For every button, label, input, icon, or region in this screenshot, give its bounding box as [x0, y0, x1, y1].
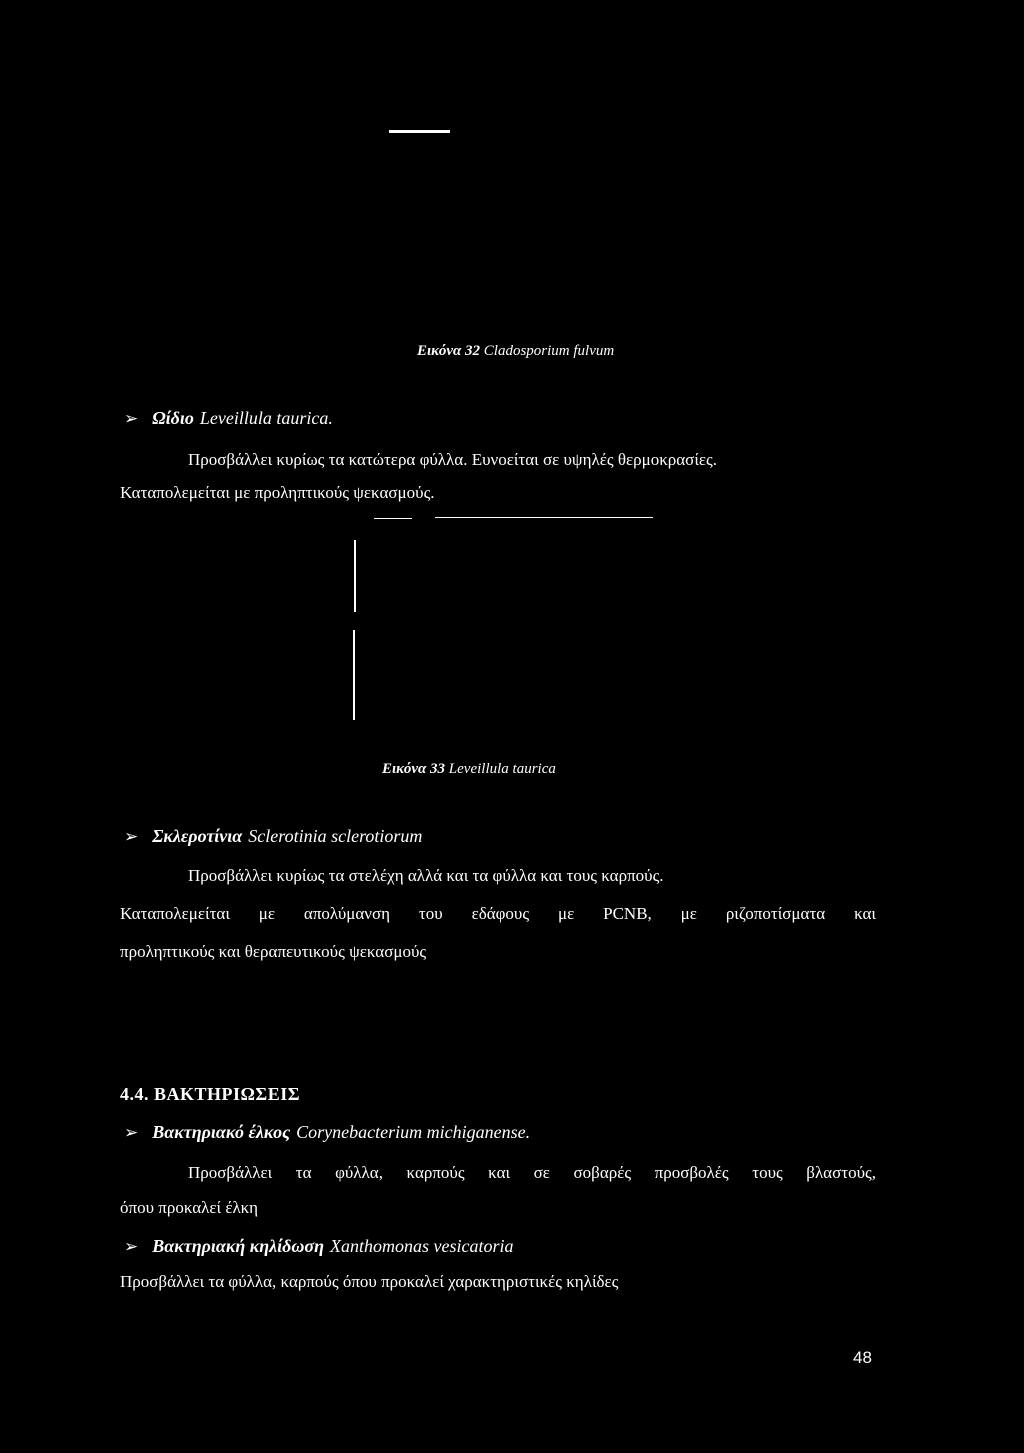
disease-text-line: Προσβάλλει τα φύλλα, καρπούς και σε σοβαρές προσβολές τους βλαστούς,	[188, 1163, 876, 1182]
disease-greek-name: Βακτηριακή κηλίδωση	[152, 1236, 324, 1256]
disease-text-line: Καταπολεμείται με προληπτικούς ψεκασμούς.	[120, 483, 435, 502]
section-heading: 4.4. ΒΑΚΤΗΡΙΩΣΕΙΣ	[120, 1084, 300, 1104]
disease-text-line: Προσβάλλει κυρίως τα κατώτερα φύλλα. Ευνοείται σε υψηλές θερμοκρασίες.	[188, 450, 718, 469]
disease-latin-name: Xanthomonas vesicatoria	[330, 1236, 514, 1256]
top-rule	[389, 130, 450, 133]
disease-text-line: όπου προκαλεί έλκη	[120, 1198, 259, 1217]
disease-heading-sclerotinia	[124, 826, 422, 847]
bullet-arrow-icon: ➢	[124, 827, 139, 847]
disease-text-line: Καταπολεμείται με απολύμανση του εδάφους με PCNB, με ριζοποτίσματα και	[120, 904, 876, 923]
disease-heading-bacterial-canker	[124, 1122, 530, 1143]
disease-greek-name: Ωίδιο	[152, 408, 194, 428]
scan-artifact-line	[354, 540, 356, 612]
disease-latin-name: Corynebacterium michiganense.	[296, 1122, 531, 1142]
disease-greek-name: Βακτηριακό έλκος	[152, 1122, 291, 1142]
disease-text-line: Προσβάλλει τα φύλλα, καρπούς όπου προκαλεί χαρακτηριστικές κηλίδες	[120, 1272, 619, 1291]
figure-label: Εικόνα 32	[417, 343, 481, 359]
figure-caption-32	[417, 343, 614, 360]
disease-latin-name: Sclerotinia sclerotiorum	[248, 826, 423, 846]
figure-title: Leveillula taurica	[448, 761, 556, 777]
disease-latin-name: Leveillula taurica.	[199, 408, 333, 428]
bullet-arrow-icon: ➢	[124, 1237, 139, 1257]
disease-text-line: Προσβάλλει κυρίως τα στελέχη αλλά και τα φύλλα και τους καρπούς.	[188, 866, 664, 885]
figure-label: Εικόνα 33	[382, 761, 446, 777]
bullet-arrow-icon: ➢	[124, 409, 139, 429]
disease-heading-bacterial-spot	[124, 1236, 513, 1257]
disease-text-line: προληπτικούς και θεραπευτικούς ψεκασμούς	[120, 942, 427, 961]
scan-artifact-line	[374, 518, 412, 519]
disease-heading-oidium	[124, 408, 333, 429]
bullet-arrow-icon: ➢	[124, 1123, 139, 1143]
scan-artifact-line	[435, 517, 653, 518]
disease-greek-name: Σκλεροτίνια	[152, 826, 243, 846]
figure-title: Cladosporium fulvum	[483, 343, 615, 359]
scan-artifact-line	[353, 630, 355, 720]
figure-caption-33	[382, 761, 556, 778]
page-number: 48	[853, 1348, 872, 1367]
